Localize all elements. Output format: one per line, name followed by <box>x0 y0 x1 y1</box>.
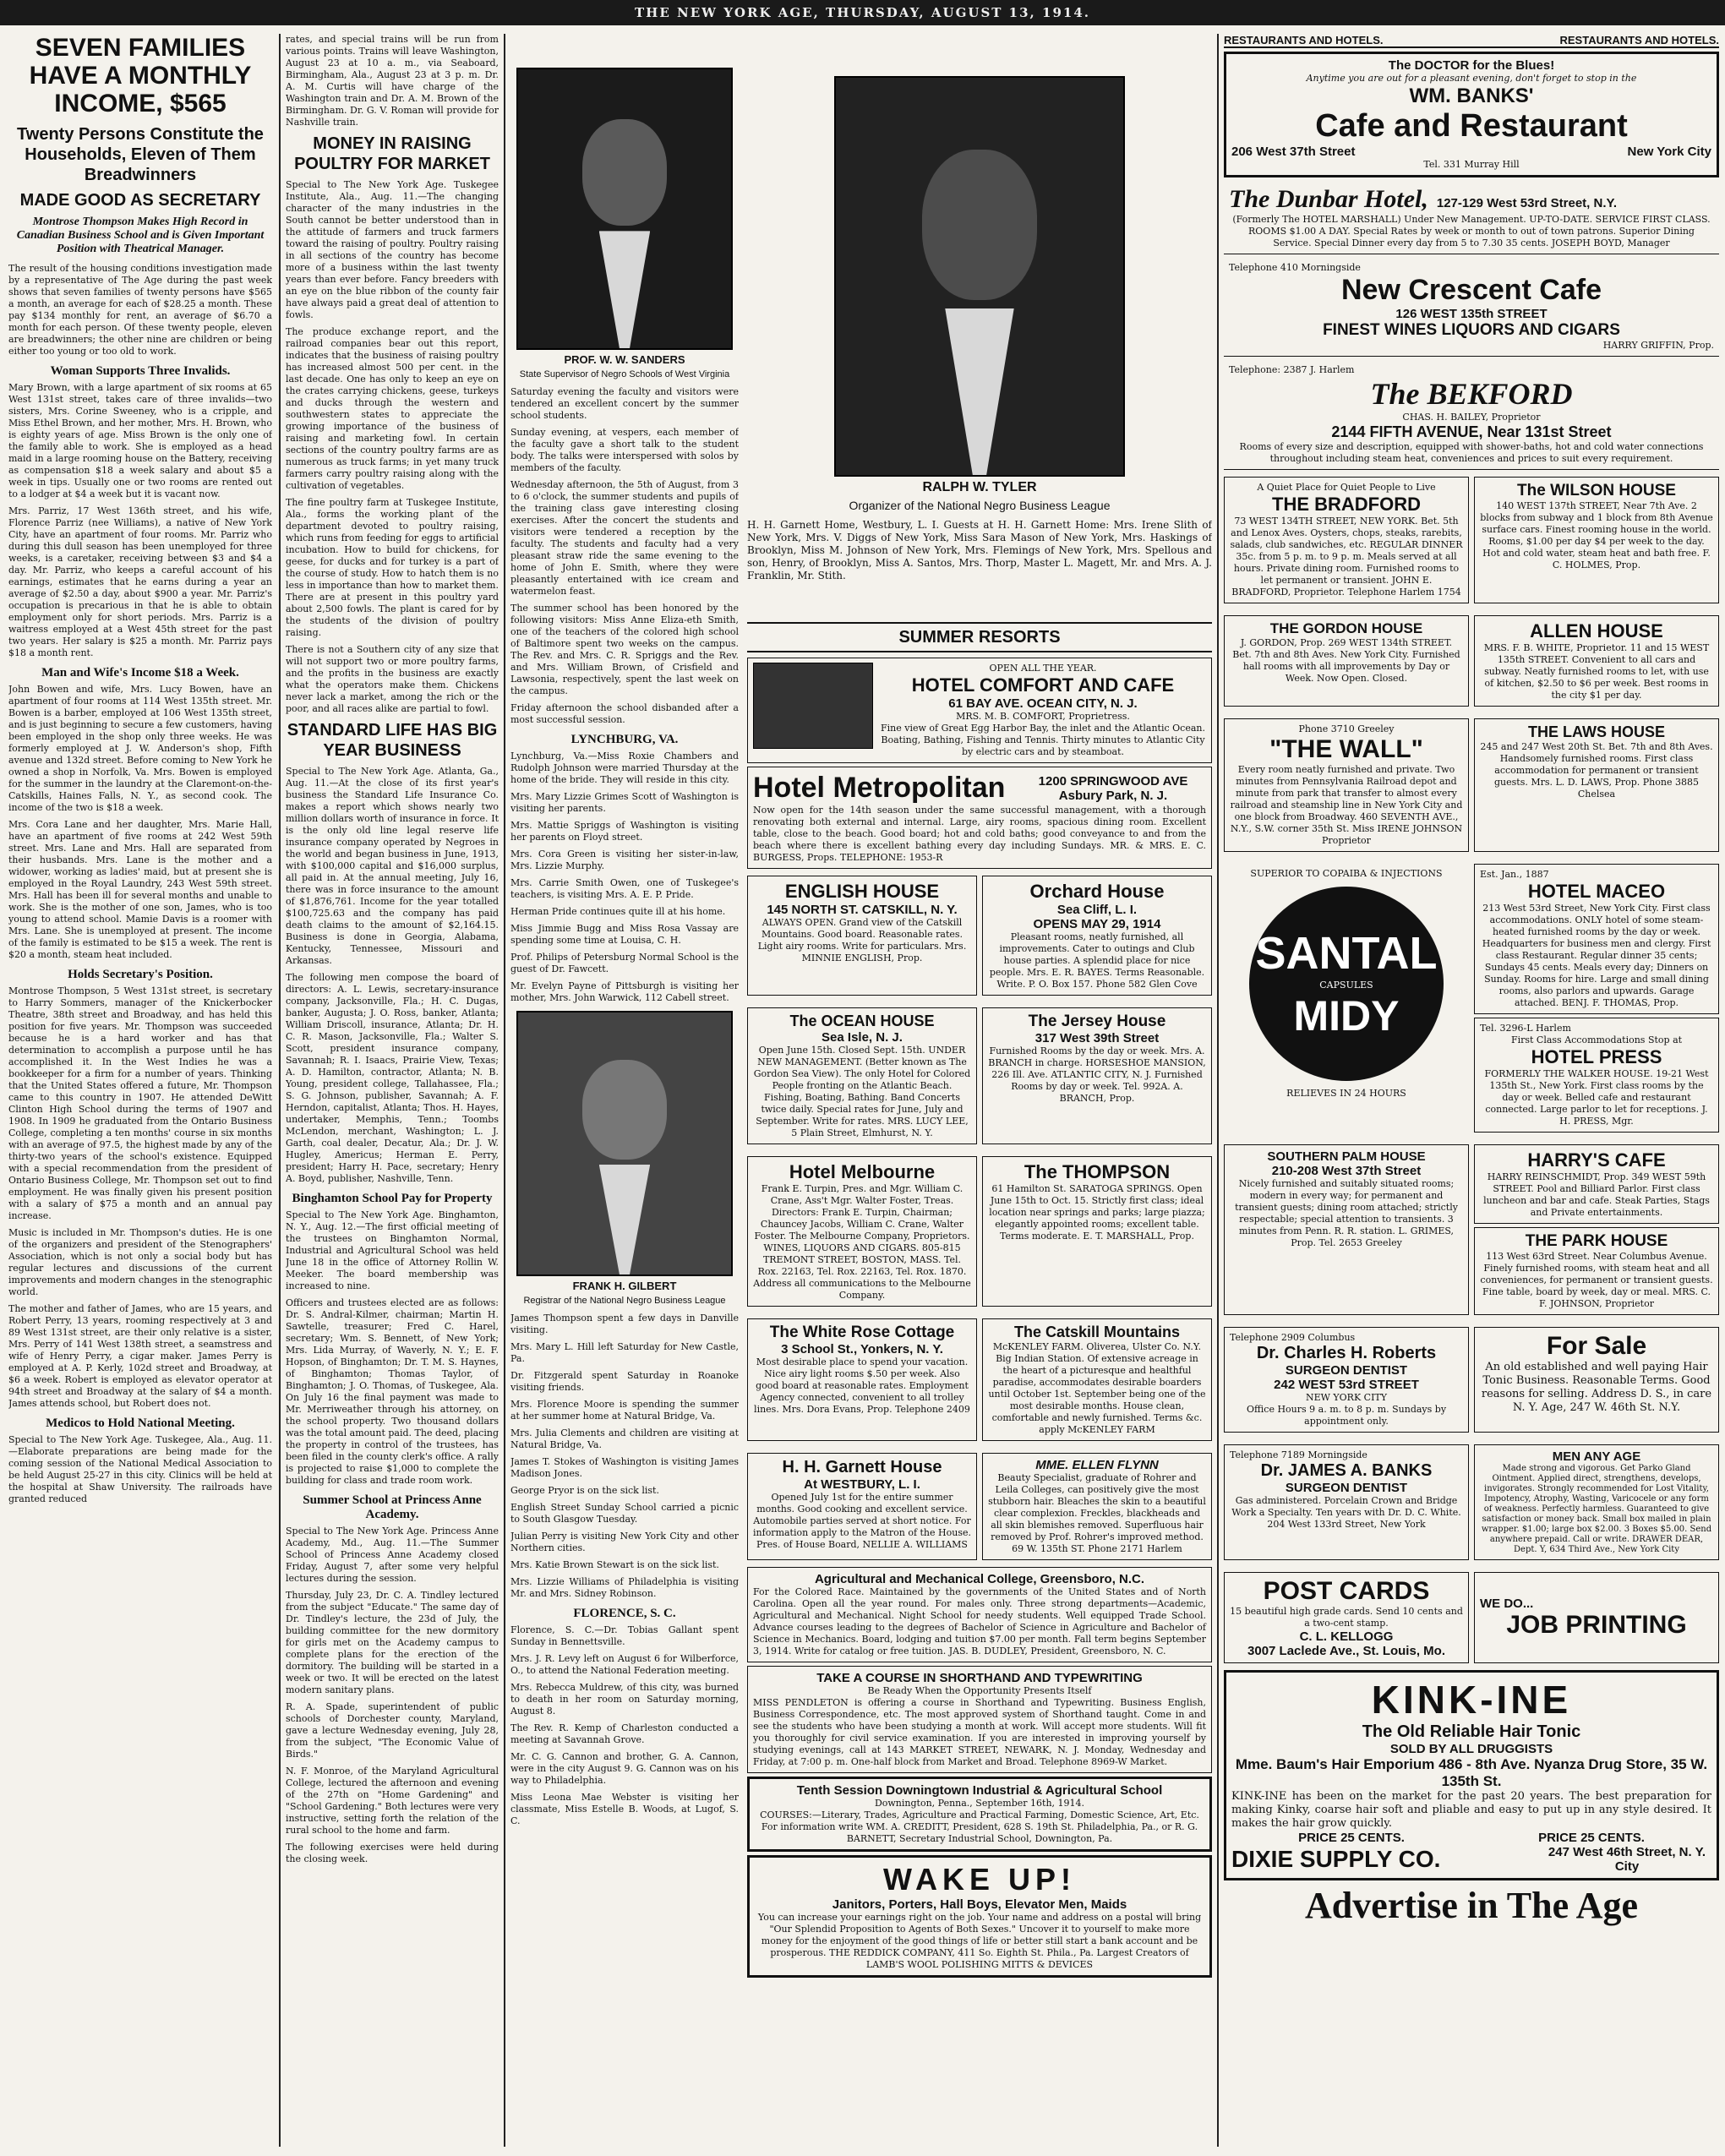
ad-tagline: First Class Accommodations Stop at <box>1510 1034 1683 1045</box>
photo-caption: RALPH W. TYLER <box>922 480 1037 494</box>
ad-address: 61 BAY AVE. OCEAN CITY, N. J. <box>948 696 1138 711</box>
paragraph: N. F. Monroe, of the Maryland Agricultural College, lectured the afternoon and evening of the 27th on "Home Gardening" and "School Gardening." Both lectures were very instructive, setting forth the relation of the rural school to the home and farm. <box>286 1766 499 1836</box>
ad-description: FORMERLY THE WALKER HOUSE. 19-21 West 135th St., New York. First class rooms by the day or week. Belled cafe and restaurant connected. Large parlor to let for receptions. J. H. PRESS, Mgr. <box>1484 1068 1709 1127</box>
section-heading: Summer School at Princess Anne Academy. <box>303 1493 482 1521</box>
section-heading: Man and Wife's Income $18 a Week. <box>41 666 239 680</box>
ad-name-2: MIDY <box>1293 992 1400 1040</box>
paragraph: Mrs. J. R. Levy left on August 6 for Wilberforce, O., to attend the National Federation meeting. <box>510 1653 739 1676</box>
ad-tagline: FINEST WINES LIQUORS AND CIGARS <box>1323 321 1620 339</box>
paragraph: Lynchburg, Va.—Miss Roxie Chambers and Rudolph Johnson were married Thursday at the home of the bride. They will reside in this city. <box>510 751 739 785</box>
ad-tagline: Be Ready When the Opportunity Presents Itself <box>867 1685 1092 1696</box>
ad-name: WAKE UP! <box>883 1862 1076 1897</box>
column-2 <box>286 34 499 2147</box>
ad-hotel-maceo <box>1474 864 1719 1014</box>
ad-tagline: WE DO... <box>1480 1596 1534 1611</box>
section-heading: STANDARD LIFE HAS BIG YEAR BUSINESS <box>287 721 498 760</box>
paragraph: The fine poultry farm at Tuskegee Institute, Ala., forms the working plant of the department devoted to poultry raising, which runs from feeding for eggs to artificial incubation. How to build for chickens, for geese, for ducks and for turkey is a part of the course of study. How to hatch them is no less in importance than how to market them. There are at present in this poultry yard about 2,500 fowls. The plant is cared for by the students of the division of poultry raising. <box>286 497 499 638</box>
column-rule <box>504 34 505 2147</box>
portrait-sanders <box>516 68 733 350</box>
paragraph: Special to The New York Age. Tuskegee, Ala., Aug. 11.—Elaborate preparations are being made for the coming session of the National Medical Association to be held August 25-27 in this city. Clinics will be held at the hospital at Shaw University. The railroads have granted reduced <box>8 1434 272 1504</box>
ad-opening: OPENS MAY 29, 1914 <box>1033 917 1161 931</box>
portrait-gilbert <box>516 1011 733 1276</box>
resorts-header: SUMMER RESORTS <box>747 622 1212 652</box>
ad-wilson-house <box>1474 477 1719 603</box>
ad-title: SURGEON DENTIST <box>1285 1363 1408 1378</box>
ad-name: Orchard House <box>1029 881 1165 902</box>
ad-name: TAKE A COURSE IN SHORTHAND AND TYPEWRITING <box>816 1671 1143 1685</box>
paragraph: rates, and special trains will be run from various points. Trains will leave Washington, August 23 at 10 a. m., via Seaboard, Birmingham, Ala., August 23 at 3 p. m. Dr. A. M. Curtis will have charge of the Washington train and Dr. A. M. Brown of the Birmingham. Dr. G. V. Roman will provide for Nashville train. <box>286 34 499 128</box>
ad-name: WM. BANKS' <box>1409 85 1534 107</box>
paragraph: Special to The New York Age. Binghamton, N. Y., Aug. 12.—The first official meeting of the trustees on Binghamton Normal, Industrial and Agricultural School was held June 18 in the office of Attorney Rollin W. Meeker. The board membership was increased to nine. <box>286 1209 499 1291</box>
paragraph: Mr. Evelyn Payne of Pittsburgh is visiting her mother, Mrs. John Warwick, 112 Cabell street. <box>510 980 739 1003</box>
ad-description: Opened July 1st for the entire summer months. Good cooking and excellent service. Automobile parties served at short notice. For information apply to the Matron of the House. Pres. of House Board, NELLIE A. WILLIAMS <box>753 1492 971 1550</box>
ad-description: 140 WEST 137th STREET, Near 7th Ave. 2 blocks from subway and 1 block from 8th Avenue surface cars. Finest rooming house in the world. Rooms, $1.00 per day $4 per week to the day. Hot and cold water, steam heat and bath free. F. C. HOLMES, Prop. <box>1480 500 1713 570</box>
ad-address: 1200 SPRINGWOOD AVE Asbury Park, N. J. <box>1038 773 1188 803</box>
ad-bekford <box>1224 360 1719 470</box>
ad-garnett-house <box>747 1453 977 1560</box>
section-header-right: RESTAURANTS AND HOTELS. <box>1559 34 1719 46</box>
ad-price: PRICE 25 CENTS. <box>1538 1831 1645 1845</box>
ad-name: Hotel Metropolitan <box>753 772 1006 804</box>
ad-description: ALWAYS OPEN. Grand view of the Catskill Mountains. Good board. Reasonable rates. Light airy rooms. Write for particulars. Mrs. MINNIE ENGLISH, Prop. <box>757 917 967 963</box>
ad-description: HARRY REINSCHMIDT, Prop. 349 WEST 59th STREET. Pool and Billiard Parlor. First class luncheon and bar and cafe. Steak Parties, Stags and Private entertainments. <box>1483 1171 1710 1218</box>
ad-telephone: Telephone 7189 Morningside <box>1230 1449 1367 1460</box>
ad-the-wall <box>1224 718 1469 852</box>
hotel-illustration <box>753 663 873 749</box>
ad-ocean-house <box>747 1007 977 1144</box>
section-heading: Binghamton School Pay for Property <box>292 1192 493 1205</box>
ad-name: MEN ANY AGE <box>1552 1449 1641 1464</box>
ad-for-sale <box>1474 1327 1719 1433</box>
ad-dr-banks <box>1224 1444 1469 1560</box>
paragraph: Mrs. Mary L. Hill left Saturday for New Castle, Pa. <box>510 1341 739 1364</box>
ad-white-rose-cottage <box>747 1318 977 1441</box>
ad-address: Sea Isle, N. J. <box>822 1030 903 1045</box>
ad-address: Sea Cliff, L. I. <box>1056 903 1138 917</box>
photo-caption: FRANK H. GILBERT <box>572 1280 677 1292</box>
ad-english-house <box>747 876 977 996</box>
ad-address: 3 School St., Yonkers, N. Y. <box>781 1342 943 1356</box>
paragraph: Mrs. Parriz, 17 West 136th street, and his wife, Florence Parriz (nee Williams), a native of New York City, have an apartment of four rooms. Mr. Parriz who during this dull season has been unemployed for three weeks, is a caretaker, receiving between $3 and $4 a day. Mr. Parriz, who keeps a careful account of his earnings, estimates that he earns during a year an average of $2.50 a day, about $900 a year. Mr. Parriz's occupation is precarious in that he is able to obtain employment only for short periods. Mrs. Parriz is a waitress employed at a West 45th street for the past two years. Her salary is $25 a month. Mr. Parriz pays $18 a month rent. <box>8 505 272 658</box>
ad-tagline: The DOCTOR for the Blues! <box>1388 58 1555 73</box>
ad-sold-by: SOLD BY ALL DRUGGISTS <box>1389 1742 1553 1756</box>
ad-tagline-bottom: RELIEVES IN 24 HOURS <box>1286 1088 1406 1099</box>
ad-name: The OCEAN HOUSE <box>789 1013 935 1029</box>
ad-hours: Office Hours 9 a. m. to 8 p. m. Sundays by appointment only. <box>1246 1404 1447 1427</box>
ad-description: For the Colored Race. Maintained by the governments of the United States and of North Carolina. Open all the year round. For males only. Three strong departments—Academic, Agricultural and Mechanical. Night School for needy students. Well equipped Trade School. Advance courses leading to the degrees of Bachelor of Science in Agriculture and Bachelor of Science in Mechanics. Board, lodging and tuition $7.00 per month. Fall term begins September 3, 1914. Write for catalog or free tuition. JAS. B. DUDLEY, President, Greensboro, N. C. <box>753 1586 1206 1657</box>
ad-proprietor: CHAS. H. BAILEY, Proprietor <box>1402 412 1541 423</box>
paragraph: Florence, S. C.—Dr. Tobias Gallant spent Sunday in Bennettsville. <box>510 1624 739 1647</box>
ad-bradford <box>1224 477 1469 603</box>
ad-southern-palm-house <box>1224 1144 1469 1315</box>
paragraph: Mrs. Julia Clements and children are visiting at Natural Bridge, Va. <box>510 1427 739 1450</box>
ad-description: Every room neatly furnished and private. Two minutes from Pennsylvania Railroad depot and minute from park that transfer to almost every railroad and steamship line in New York City and one block from Broadway. 460 SEVENTH AVE., N.Y., S.W. corner 35th St. Miss IRENE JOHNSON Proprietor <box>1230 764 1463 846</box>
ad-name: The Dunbar Hotel, <box>1229 185 1428 213</box>
section-heading: MONEY IN RAISING POULTRY FOR MARKET <box>294 134 490 173</box>
ad-name: The BEKFORD <box>1370 377 1573 411</box>
ad-name: HOTEL COMFORT AND CAFE <box>911 674 1175 696</box>
ad-description: McKENLEY FARM. Oliverea, Ulster Co. N.Y. Big Indian Station. Of extensive acreage in the heart of a picturesque and healthful paradise, accommodates desirable boarders until October 1st. September being one of the most desirable months. House clean, comfortable and newly furnished. Terms &c. apply McKENLEY FARM <box>988 1341 1206 1435</box>
paragraph: James T. Stokes of Washington is visiting James Madison Jones. <box>510 1456 739 1479</box>
paragraph: Mrs. Cora Lane and her daughter, Mrs. Marie Hall, have an apartment of five rooms at 242 West 59th street. Mrs. Lane and Mrs. Hall are separated from their husbands. Mrs. Lane is the mother and a widower, working as ladies' maid, but at present she is employed in the Royal Laundry, 243 West 59th street. Mrs. Hall has been ill for several months and unable to work. She is the mother of one son, James, who is too young to attend school. Mamie Davis is a roomer with Mrs. Lane. She is unemployed at present. The income of the family is estimated to be $15 a week. The rent is $20 a month, steam heat included. <box>8 819 272 960</box>
ad-name: The White Rose Cottage <box>769 1324 955 1341</box>
ad-address: At WESTBURY, L. I. <box>804 1477 920 1492</box>
paragraph: Miss Jimmie Bugg and Miss Rosa Vassay are spending some time at Louisa, C. H. <box>510 923 739 946</box>
photo-subcaption: State Supervisor of Negro Schools of West Virginia <box>519 369 730 379</box>
paragraph: Miss Leona Mae Webster is visiting her classmate, Miss Estelle B. Woods, at Lugof, S. C. <box>510 1792 739 1826</box>
ad-tagline: The Old Reliable Hair Tonic <box>1362 1722 1581 1741</box>
column-rule <box>279 34 281 2147</box>
ad-tagline: OPEN ALL THE YEAR. <box>989 663 1097 674</box>
ad-name: "THE WALL" <box>1269 735 1423 763</box>
ad-name: THE PARK HOUSE <box>1525 1232 1668 1250</box>
ad-orchard-house <box>982 876 1212 996</box>
ad-description: Most desirable place to spend your vacation. Nice airy light rooms $.50 per week. Also good board at reasonable rates. Employment Agency connected, convenient to all trolley lines. Mrs. Dora Evans, Prop. Telephone 2409 <box>754 1356 970 1415</box>
section-heading: Medicos to Hold National Meeting. <box>46 1416 235 1430</box>
ad-title-row <box>1229 185 1714 214</box>
section-heading: FLORENCE, S. C. <box>573 1607 676 1620</box>
ad-santal-midy <box>1224 864 1469 1133</box>
ad-tagline: A Quiet Place for Quiet People to Live <box>1257 482 1436 493</box>
ad-company-row <box>1231 1845 1711 1874</box>
ad-description: Now open for the 14th season under the same successful management, with a thorough renovating both external and internal. Large, airy rooms, spacious dining room. Excellent table, close to the beach. Good board; hot and cold baths; good conveyance to and from the beach where there is excellent bathing every day including Sundays. MR. & MRS. E. C. BURGESS, Props. TELEPHONE: 1953-R <box>753 805 1206 863</box>
ad-name: New Crescent Cafe <box>1340 274 1602 306</box>
ad-name: THE LAWS HOUSE <box>1527 723 1665 740</box>
section-header <box>1224 34 1719 48</box>
ad-address: 126 WEST 135th STREET <box>1395 307 1548 321</box>
ad-address: 206 West 37th Street <box>1231 145 1356 159</box>
paragraph: There is not a Southern city of any size that will not support two or more poultry farms, and the profits in the business are exactly what the operators make them. Chickens never lack a market, among the rich or the poor, and all races alike are partial to fowl. <box>286 644 499 714</box>
ad-new-crescent-cafe <box>1224 258 1719 357</box>
ad-description: MISS PENDLETON is offering a course in Shorthand and Typewriting. Business English, Business Correspondence, etc. The most approved system of Shorthand taught. Come in and see the students who have been studying a month at work. Will accept more students. Will fit you thoroughly for civil service examination. If you are interested in improving yourself by studying evenings, call at 143 MARKET STREET, NEWARK, N. J. Monday, Wednesday and Friday, at 7:00 p. m. One-half block from Market and Broad. Telephone 8969-W Market. <box>753 1697 1206 1767</box>
ad-name: SOUTHERN PALM HOUSE <box>1267 1149 1426 1164</box>
ad-headline: Cafe and Restaurant <box>1315 108 1628 144</box>
paragraph: Mrs. Cora Green is visiting her sister-in-law, Mrs. Lizzie Murphy. <box>510 849 739 871</box>
ad-name: ALLEN HOUSE <box>1530 620 1663 641</box>
ad-telephone: Tel. 331 Murray Hill <box>1423 159 1520 170</box>
ad-name: The Jersey House <box>1028 1013 1166 1030</box>
paragraph: Saturday evening the faculty and visitors were tendered an excellent concert by the summer school students. <box>510 386 739 421</box>
paragraph: Mrs. Carrie Smith Owen, one of Tuskegee's teachers, is visiting Mrs. A. E. P. Pride. <box>510 877 739 900</box>
ad-name: SANTAL <box>1255 928 1438 979</box>
ad-post-cards <box>1224 1572 1469 1663</box>
ad-address: 317 West 39th Street <box>1034 1031 1160 1045</box>
paragraph: Mr. C. G. Cannon and brother, G. A. Cannon, were in the city August 9. G. Cannon was on his way to Philadelphia. <box>510 1751 739 1786</box>
paragraph: Mrs. Katie Brown Stewart is on the sick list. <box>510 1559 719 1570</box>
column-rule <box>1217 34 1219 2147</box>
ad-price-row <box>1231 1831 1711 1845</box>
paragraph: Sunday evening, at vespers, each member of the faculty gave a short talk to the student body. The talks were interspersed with solos by members of the faculty. <box>510 427 739 473</box>
ad-date: Downington, Penna., September 16th, 1914. <box>874 1798 1085 1809</box>
ad-hotel-melbourne <box>747 1156 977 1307</box>
paragraph: The summer school has been honored by the following visitors: Miss Anne Eliza-eth Smith, one of the teachers of the colored high school of Baltimore spent two weeks on the campus. The Rev. and Mrs. C. R. Spriggs and the Rev. and Mrs. William Brown, of Crisfield and Lawsonia, respectively, spent the last week on the campus. <box>510 603 739 696</box>
ad-jersey-house <box>982 1007 1212 1144</box>
ad-tagline: Janitors, Porters, Hall Boys, Elevator Men, Maids <box>832 1897 1127 1912</box>
paragraph: Special to The New York Age. Atlanta, Ga., Aug. 11.—At the close of its first year's business the Standard Life Insurance Co. makes a report which shows nearly two million dollars worth of insurance in force. It is the only old line legal reserve life insurance company operated by Negroes in the world and began business in June, 1913, with $100,000 capital and $16,000 surplus, all paid in. At the annual meeting, July 16, there was in force insurance to the amount of $1,876,761. Income for the year totalled $100,725.63 and the company has paid death claims to the amount of $2,164.15. Business is done in Georgia, Alabama, Kentucky, Tennessee, Missouri and Arkansas. <box>286 766 499 966</box>
ad-telephone: Tel. 3296-L Harlem <box>1480 1023 1571 1034</box>
ad-description: An old established and well paying Hair Tonic Business. Reasonable Terms. Good reasons for selling. Address D. S., in care N. Y. Age, 247 W. 46th St. N.Y. <box>1481 1361 1712 1414</box>
ad-description: MRS. F. B. WHITE, Proprietor. 11 and 15 WEST 135th STREET. Convenient to all cars and subway. Neatly furnished rooms to let, with use of kitchen, $2.50 to $6 per week. Best rooms in the city $1 per day. <box>1483 642 1710 701</box>
ad-address: 3007 Laclede Ave., St. Louis, Mo. <box>1247 1644 1445 1658</box>
ad-address: 127-129 West 53rd Street, N.Y. <box>1436 196 1618 210</box>
hotel-ad-grid <box>1224 473 1719 1667</box>
paragraph: The Rev. R. Kemp of Charleston conducted a meeting at Savannah Grove. <box>510 1722 739 1745</box>
paragraph: Mrs. Lizzie Williams of Philadelphia is visiting Mr. and Mrs. Sidney Robinson. <box>510 1576 739 1599</box>
ad-dunbar-hotel <box>1224 181 1719 254</box>
deck: Montrose Thompson Makes High Record in Canadian Business School and is Given Important Position with Theatrical Manager. <box>16 216 265 255</box>
paragraph: Julian Perry is visiting New York City and other Northern cities. <box>510 1531 739 1553</box>
paragraph: Herman Pride continues quite ill at his home. <box>510 906 726 917</box>
ad-description: Beauty Specialist, graduate of Rohrer and Leila Colleges, can positively give the most stubborn hair. Bleaches the skin to a beautiful clear complexion. Freckles, blackheads and all skin blemishes removed. Superfluous hair removed by Prof. Rohrer's improved method. 69 W. 135th ST. Phone 2171 Harlem <box>988 1472 1206 1554</box>
ad-kink-ine <box>1224 1670 1719 1880</box>
ad-description: (Formerly The HOTEL MARSHALL) Under New Management. UP-TO-DATE. SERVICE FIRST CLASS. ROOMS $1.00 A DAY. Special Rates by week or month to out of town patrons. Superior Dining Service. Special Dinner every day from 5 to 7.30 35 cents. JOSEPH BOYD, Manager <box>1232 214 1711 248</box>
ad-telephone: Telephone 2909 Columbus <box>1230 1332 1356 1343</box>
column-3 <box>510 34 739 2147</box>
ad-price: PRICE 25 CENTS. <box>1298 1831 1405 1845</box>
paragraph: Wednesday afternoon, the 5th of August, from 3 to 6 o'clock, the summer students and pupils of the training class gave interesting closing exercises. After the concert the students and visitors were tendered a reception by the faculty. The students and faculty had a very pleasant straw ride the same evening to the home of John E. Smith, where they were pleasantly entertained with ice cream and watermelon feast. <box>510 479 739 597</box>
ad-description: 73 WEST 134TH STREET, NEW YORK. Bet. 5th and Lenox Aves. Oysters, chops, steaks, rarebits, salads, club sandwiches, etc. REGULAR DINNER 35c. from 5 p. m. to 9 p. m. Meals served at all hours. Private dining room. Furnished rooms to let permanent or transient. JOHN E. BRADFORD, Proprietor. Telephone Harlem 1754 <box>1230 516 1463 598</box>
ad-telephone: Telephone 410 Morningside <box>1229 262 1361 273</box>
masthead: THE NEW YORK AGE, THURSDAY, AUGUST 13, 1914. <box>0 0 1725 25</box>
ad-description: Pleasant rooms, neatly furnished, all improvements. Cater to outings and Club house parties. A splendid place for nice people. Mrs. E. R. BAYES. Terms Reasonable. Write. P. O. Box 157. Phone 582 Glen Cove <box>989 931 1205 990</box>
photo-subcaption: Registrar of the National Negro Business League <box>523 1296 726 1306</box>
portrait-shirt <box>599 231 650 348</box>
ad-shorthand-course <box>747 1666 1212 1773</box>
ad-description: Rooms of every size and description, equipped with shower-baths, hot and cold water connections throughout including steam heat, conveniences and prices to suit every requirement. <box>1239 441 1704 464</box>
ad-description: Furnished Rooms by the day or week. Mrs. A. BRANCH in charge. HORSESHOE MANSION, 226 Ill. Ave. ATLANTIC CITY, N. J. Furnished Rooms by day or week. Tel. 992A. A. BRANCH, Prop. <box>988 1045 1206 1104</box>
ad-name: Hotel Melbourne <box>789 1161 936 1182</box>
ad-dr-roberts <box>1224 1327 1469 1433</box>
advertise-in-the-age: Advertise in The Age <box>1305 1885 1638 1926</box>
paragraph: English Street Sunday School carried a picnic to South Glasgow Tuesday. <box>510 1502 739 1525</box>
portrait-face <box>582 1060 668 1160</box>
portrait-face <box>582 119 668 225</box>
ad-name: ENGLISH HOUSE <box>784 881 940 902</box>
ad-city: New York City <box>1627 145 1711 159</box>
ad-name: POST CARDS <box>1263 1577 1430 1605</box>
paragraph: Thursday, July 23, Dr. C. A. Tindley lectured from the subject "Educate." The same day of Dr. Tindley's lecture, the 23d of July, the building committee for the new dormitory for girls met on the Academy campus to complete plans for the erection of the dormitory. The building will be started in a week or two. It will be erected on the latest modern sanitary plans. <box>286 1590 499 1695</box>
paragraph: Montrose Thompson, 5 West 131st street, is secretary to Harry Sommers, manager of the Knickerbocker Theatre, 38th street and Broadway, and has held this position for five years. Mr. Thompson was succeeded because he is a hard worker and has that determination to accomplish a purpose until he has accomplished it. In the West Indies he was a bookkeeper for a firm for a number of years. Thinking that the United States offered a future, Mr. Thompson came to this country in 1907. He attended DeWitt Clinton High School during the terms of 1907 and 1908. In 1909 he graduated from the Ontario Business College, completing a ten months' course in six months with an average of 97.5, the highest made by any of the thirty-two years of the school's existence. Equipped with a special recommendation from the president of Ontario Business College, Mr. Thompson set out to find employment. He was finally given his present position with a salary of $75 a month and an annual pay increase. <box>8 985 272 1221</box>
ad-men-any-age <box>1474 1444 1719 1560</box>
ad-name: JOB PRINTING <box>1506 1610 1687 1639</box>
ad-seller: C. L. KELLOGG <box>1299 1629 1394 1644</box>
section-heading: Woman Supports Three Invalids. <box>50 364 231 378</box>
ad-title: SURGEON DENTIST <box>1285 1481 1408 1495</box>
ad-name: H. H. Garnett House <box>782 1458 942 1476</box>
subhead-2: MADE GOOD AS SECRETARY <box>19 191 261 210</box>
ad-name: THE GORDON HOUSE <box>1269 620 1423 636</box>
paragraph: Music is included in Mr. Thompson's duties. He is one of the organizers and president of the Stenographers' Association, which is not only a social body but has regular lectures and discussions of the current improvements and modern changes in the stenographic world. <box>8 1227 272 1297</box>
ad-name: THE BRADFORD <box>1272 494 1421 515</box>
portrait-shirt <box>599 1165 650 1274</box>
ad-name: The Catskill Mountains <box>1013 1324 1181 1340</box>
paragraph: Friday afternoon the school disbanded after a most successful session. <box>510 702 739 725</box>
ad-description: Fine view of Great Egg Harbor Bay, the inlet and the Atlantic Ocean. Boating, Bathing, Fishing and Tennis. Thirty minutes to Atlantic City by electric cars and by steamboat. <box>881 723 1205 757</box>
ad-hotel-metropolitan <box>747 767 1212 869</box>
paragraph: Special to The New York Age. Tuskegee Institute, Ala., Aug. 11.—The changing character of the many industries in the South cannot be better understood than in the attitude of farmers and truck farmers toward the raising of poultry. Poultry raising in all sections of the country has become more of a business within the last twenty years than ever before. Fancy breeders with an eye on the blue ribbon of the county fair have always paid a great deal of attention to fowls. <box>286 179 499 320</box>
paragraph: Dr. Fitzgerald spent Saturday in Roanoke visiting friends. <box>510 1370 739 1393</box>
ad-description: COURSES:—Literary, Trades, Agriculture and Practical Farming, Domestic Science, Art, Etc. For information write WM. A. CREDITT, President, 628 S. 19th St. Philadelphia, Pa., or R. G. BARNETT, Secretary Industrial School, Downington, Pa. <box>760 1809 1199 1844</box>
ad-harrys-cafe <box>1474 1144 1719 1224</box>
ad-city: NEW YORK CITY <box>1305 1392 1388 1403</box>
ad-name: Tenth Session Downingtown Industrial & Agricultural School <box>796 1783 1163 1798</box>
ad-description: Made strong and vigorous. Get Parko Gland Ointment. Applied direct, strengthens, develops, invigorates. Strongly recommended for Lost Vitality, Impotency, Atrophy, Wasting, Varicocele or any form of weakness. Perfectly harmless. Guaranteed to give satisfaction or money back. Small box mailed in plain wrapper. $1.00; large box $2.00. 3 Boxes $5.00. Send anywhere prepaid. Call or write. DRAWER DEAR, Dept. Y, 634 Third Ave., New York City <box>1481 1464 1712 1554</box>
ad-description: You can increase your earnings right on the job. Your name and address on a postal will bring "Our Splendid Proposition to Agents of Both Sexes." Uncover it to yourself to make more money for the enjoyment of the good things of life or better still start a bank account and be prosperous. THE REDDICK COMPANY, 411 So. Eighth St. Phila., Pa. Largest Creators of LAMB'S WOOL POLISHING MITTS & DEVICES <box>757 1912 1202 1970</box>
ad-allen-house <box>1474 615 1719 707</box>
ad-description: Frank E. Turpin, Pres. and Mgr. William C. Crane, Ass't Mgr. Walter Foster, Treas. Directors: Frank E. Turpin, Chairman; Chauncey Jacobs, William C. Crane, Walter Foster. The Melbourne Company, Proprietors. WINES, LIQUORS AND CIGARS. 805-815 TREMONT STREET, BOSTON, MASS. Tel. Rox. 22163, Tel. Rox. 22163, Tel. Rox. 1870. Address all communications to the Melbourne Company. <box>753 1183 971 1301</box>
ad-address: 210-208 West 37th Street <box>1271 1164 1422 1178</box>
ad-tagline: SUPERIOR TO COPAIBA & INJECTIONS <box>1250 868 1443 879</box>
ad-name: HOTEL MACEO <box>1527 881 1666 902</box>
photo-subcaption: Organizer of the National Negro Business League <box>849 499 1111 512</box>
paragraph: R. A. Spade, superintendent of public schools of Dorchester county, Maryland, gave a lecture Wednesday evening, July 28, from the subject, "The Economic Value of Birds." <box>286 1701 499 1760</box>
ad-job-printing <box>1474 1572 1719 1663</box>
ad-subname: CAPSULES <box>1319 980 1373 991</box>
ad-name: HOTEL PRESS <box>1531 1046 1662 1067</box>
ad-name: Dr. Charles H. Roberts <box>1256 1344 1437 1362</box>
ad-name: The WILSON HOUSE <box>1517 482 1676 499</box>
ad-telephone: Telephone: 2387 J. Harlem <box>1229 364 1355 375</box>
paragraph: Mrs. Florence Moore is spending the summer at her summer home at Natural Bridge, Va. <box>510 1399 739 1422</box>
ad-name: The THOMPSON <box>1024 1161 1171 1182</box>
ad-downingtown-school <box>747 1777 1212 1852</box>
ad-subtagline: Anytime you are out for a pleasant evening, don't forget to stop in the <box>1306 73 1637 84</box>
ad-name: Dr. JAMES A. BANKS <box>1260 1461 1433 1480</box>
ad-gordon-house <box>1224 615 1469 707</box>
ad-proprietor: MRS. M. B. COMFORT, Proprietress. <box>956 711 1130 722</box>
ad-company-address: 247 West 46th Street, N. Y. City <box>1548 1845 1706 1874</box>
paragraph: The result of the housing conditions investigation made by a representative of The Age during the past week shows that seven families of twenty persons have $565 a month, an average for each of $28.25 a month. These pay $134 monthly for rent, an average of $6.70 a month for each person. Of these twenty people, eleven are breadwinners; the other nine are children or being either too young or too old to work. <box>8 263 272 357</box>
ad-description: 15 beautiful high grade cards. Send 10 cents and a two-cent stamp. <box>1230 1606 1463 1629</box>
ad-description: J. GORDON, Prop. 269 WEST 134th STREET. Bet. 7th and 8th Aves. New York City. Furnished hall rooms with all improvements by Day or Week. Now Open. Closed. <box>1232 637 1460 684</box>
ad-wake-up <box>747 1855 1212 1978</box>
ad-name: KINK-INE <box>1371 1678 1572 1722</box>
ad-description: Open June 15th. Closed Sept. 15th. UNDER NEW MANAGEMENT. (Better known as The Gordon Sea View). The only Hotel for Colored People fronting on the Atlantic Beach. Fishing, Boating, Bathing. Band Concerts twice daily. Special rates for June, July and September. Write for rates. MRS. LUCY LEE, 5 Plain Street, Elmhurst, N. Y. <box>753 1045 971 1138</box>
resort-ad-grid <box>747 872 1212 1564</box>
subhead: Twenty Persons Constitute the Households, Eleven of Them Breadwinners <box>17 125 264 184</box>
ad-park-house <box>1474 1227 1719 1315</box>
column-1 <box>8 34 272 2147</box>
paragraph: The mother and father of James, who are 15 years, and Robert Perry, 13 years, rooming respectively at 3 and 89 West 131st street, are their only relative is a sister, Mrs. Perry of 141 West 138th street, a seamstress and wife of Henry Perry, a cigar maker. James Perry is employed at A. P. Kerly, 102d street and Broadway, at $6 a week. Robert is employed as elevator operator at 94th street and Broadway at the salary of $4 a month. James attends school, but Robert does not. <box>8 1303 272 1409</box>
ad-company: DIXIE SUPPLY CO. <box>1231 1846 1441 1872</box>
section-heading: Holds Secretary's Position. <box>68 968 213 981</box>
paragraph: H. H. Garnett Home, Westbury, L. I. Guests at H. H. Garnett Home: Mrs. Irene Slith of New York, Mrs. V. Diggs of New York, Miss Sara Mason of New York, Mrs. Haskings of Brooklyn, Miss M. Johnson of New York, Mrs. Flemings of New York, Mrs. Spellous and son, Henry, of Brooklyn, Miss A. Santos, Mrs. Thorp, Master L. Magett, Mr. and Mrs. A. J. Franklin, Mr. Stith. <box>747 519 1212 581</box>
ad-description: 245 and 247 West 20th St. Bet. 7th and 8th Aves. Handsomely furnished rooms. First class accommodation for permanent or transient guests. Mrs. L. D. LAWS, Prop. Phone 3885 Chelsea <box>1480 741 1713 800</box>
santal-badge <box>1249 887 1444 1081</box>
paragraph: Mrs. Rebecca Muldrew, of this city, was burned to death in her room on Saturday morning, August 8. <box>510 1682 739 1717</box>
ad-name: Agricultural and Mechanical College, Greensboro, N.C. <box>814 1572 1145 1586</box>
ad-ellen-flynn <box>982 1453 1212 1560</box>
ad-hotel-comfort <box>747 658 1212 763</box>
portrait-face <box>922 150 1037 301</box>
paragraph: Officers and trustees elected are as follows: Dr. S. Andral-Kilmer, chairman; Martin H. Sawtelle, treasurer; Fred C. Harel, secretary; Wm. S. Bennett, of New York; Mrs. Lida Murray, of Waverly, N. Y.; E. F. Hopson, of Binghamton; Dr. T. M. S. Haynes, of Binghamton; Thomas Taylor, of Binghamton; J. O. Thomas, of Tuskegee, Ala. On July 16 the final payment was made to Mr. Merriweather through his attorney, on the school property. Two thousand dollars was the total amount paid. The deed, placing the property in control of the trustees, has been filed in the county clerk's office. A rally is projected to raise $1,000 to complete the building for class and trade room work. <box>286 1297 499 1486</box>
summer-resorts <box>747 617 1212 2147</box>
ad-stores: Mme. Baum's Hair Emporium 486 - 8th Ave. Nyanza Drug Store, 35 W. 135th St. <box>1235 1756 1708 1789</box>
ad-description: 61 Hamilton St. SARATOGA SPRINGS. Open June 15th to Oct. 15. Strictly first class; ideal location near springs and parks; large piazza; elegantly appointed rooms; excellent table. Terms moderate. E. T. MARSHALL, Prop. <box>989 1183 1205 1242</box>
ad-name: MME. ELLEN FLYNN <box>1035 1458 1159 1472</box>
ad-description: Gas administered. Porcelain Crown and Bridge Work a Specialty. Ten years with Dr. D. C. White. 204 West 133rd Street, New York <box>1231 1495 1461 1530</box>
paragraph: Prof. Philips of Petersburg Normal School is the guest of Dr. Fawcett. <box>510 952 739 974</box>
ad-catskill-mountains <box>982 1318 1212 1441</box>
column-4-top <box>747 34 1212 609</box>
portrait-shirt <box>945 308 1014 475</box>
ad-hotel-press <box>1474 1018 1719 1133</box>
column-5 <box>1224 34 1719 2147</box>
paragraph: Mrs. Mary Lizzie Grimes Scott of Washington is visiting her parents. <box>510 791 739 814</box>
section-heading: LYNCHBURG, VA. <box>570 733 679 746</box>
ad-address: 2144 FIFTH AVENUE, Near 131st Street <box>1331 423 1612 440</box>
paragraph: George Pryor is on the sick list. <box>510 1485 659 1496</box>
paragraph: The produce exchange report, and the railroad companies bear out this report, indicates that the business of raising poultry has increased almost 500 per cent. in the last decade. One has only to keep an eye on the crates carrying chickens, geese, turkeys and ducks through the western and southwestern states to appreciate the growing importance of the business of raising and marketing fowl. In certain sections of the country poultry farms are as numerous as truck farms; in yet many truck farmers carry poultry raising along with the cultivation of vegetables. <box>286 326 499 491</box>
portrait-tyler <box>834 76 1125 477</box>
ad-description: Nicely furnished and suitably situated rooms; modern in every way; for permanent and transient guests; dining room attached; strictly respectable; special attention to transients. 3 minutes from Penn. R. R. station. L. GRIMES, Prop. Tel. 2653 Greeley <box>1235 1178 1458 1248</box>
ad-banks-cafe <box>1224 52 1719 177</box>
ad-address: 242 WEST 53rd STREET <box>1274 1378 1419 1392</box>
ad-description: 213 West 53rd Street, New York City. First class accommodations. ONLY hotel of some steam-heated furnished rooms by the day or week. Headquarters for business men and clergy. First class Restaurant. Regular dinner 35 cents; Sundays 45 cents. Meals every day; Dinners on Sunday. Rooms for hire. Large and small dining rooms, also parlors and upwards. Garage attached. BENJ. F. THOMAS, Prop. <box>1482 903 1711 1008</box>
ad-telephone: Phone 3710 Greeley <box>1298 723 1395 734</box>
ad-established: Est. Jan., 1887 <box>1480 869 1549 880</box>
paragraph: James Thompson spent a few days in Danville visiting. <box>510 1313 739 1335</box>
ad-the-thompson <box>982 1156 1212 1307</box>
paragraph: Mrs. Mattie Spriggs of Washington is visiting her parents on Floyd street. <box>510 820 739 843</box>
headline: SEVEN FAMILIES HAVE A MONTHLY INCOME, $565 <box>29 34 252 117</box>
ad-name: For Sale <box>1546 1332 1647 1360</box>
ad-agricultural-college <box>747 1567 1212 1662</box>
ad-proprietor: HARRY GRIFFIN, Prop. <box>1602 340 1714 351</box>
photo-caption: PROF. W. W. SANDERS <box>564 353 685 366</box>
ad-address: 145 NORTH ST. CATSKILL, N. Y. <box>767 903 958 917</box>
paragraph: The following men compose the board of directors: A. L. Lewis, secretary-insurance company, Jacksonville, Fla.; H. C. Dugas, banker, Augusta; J. O. Ross, banker, Atlanta; William Driscoll, insurance, Atlanta; Dr. H. C. R. Mason, Jacksonville, Fla.; Walter S. Scott, president insurance company, Savannah; R. I. Isaacs, Prairie View, Texas; A. D. Hamilton, contractor, Atlanta; N. B. Young, president college, Tallahassee, Fla.; S. G. Johnson, publisher, Savannah; A. F. Herndon, capitalist, Atlanta; Thos. H. Hayes, undertaker, Memphis, Tenn.; Toombs McLendon, merchant, Washington; L. J. Garth, coal dealer, Decatur, Ala.; Dr. J. W. Hugley, Americus; Herman E. Perry, president; Harry H. Pace, secretary; Henry A. Boyd, publisher, Nashville, Tenn. <box>286 972 499 1184</box>
ad-laws-house <box>1474 718 1719 852</box>
ad-description: KINK-INE has been on the market for the past 20 years. The best preparation for making Kinky, coarse hair soft and pliable and easy to put up in any style desired. It makes the hair grow quickly. <box>1231 1790 1711 1830</box>
paragraph: Mary Brown, with a large apartment of six rooms at 65 West 131st street, takes care of three invalids—two sisters, Mrs. Corine Sweeney, who is a cripple, and Miss Ethel Brown, and her mother, Mrs. H. Brown, who is eighty years of age. Miss Brown is the only one of the family able to work. She is employed as a head maid in a large rooming house on the Battery, receiving as compensation $18 a week salary and about $5 a week in tips. Usually one or two rooms are rented out to a lodger at $4 a week but it is vacant now. <box>8 382 272 499</box>
section-header-left: RESTAURANTS AND HOTELS. <box>1224 34 1384 46</box>
paragraph: John Bowen and wife, Mrs. Lucy Bowen, have an apartment of four rooms at 114 West 135th street. Mr. Bowen is a barber, employed at 106 West 135th street, and is just beginning to secure a few customers, having been employed in the shop only three weeks. He was formerly employed at J. W. Anderson's shop, Fifth avenue and 132d street. Before coming to New York he owned a shop in Norfolk, Va. Mrs. Bowen is employed for the summer in the laundry at the Claremont-on-the-Catskills, Haines Falls, N. Y., as second cook. The income of the two is $18 a week. <box>8 684 272 813</box>
ad-description: 113 West 63rd Street. Near Columbus Avenue. Finely furnished rooms, with steam heat and all conveniences, for permanent or transient guests. Fine table, board by week, day or meal. MRS. C. F. JOHNSON, Proprietor <box>1480 1251 1713 1309</box>
ad-name: HARRY'S CAFE <box>1527 1149 1666 1171</box>
paragraph: The following exercises were held during the closing week. <box>286 1842 499 1864</box>
paragraph: Special to The New York Age. Princess Anne Academy, Md., Aug. 11.—The Summer School of Princess Anne Academy closed Friday, August 7, after some very helpful lectures during the session. <box>286 1526 499 1584</box>
ad-address-row <box>1231 145 1711 159</box>
